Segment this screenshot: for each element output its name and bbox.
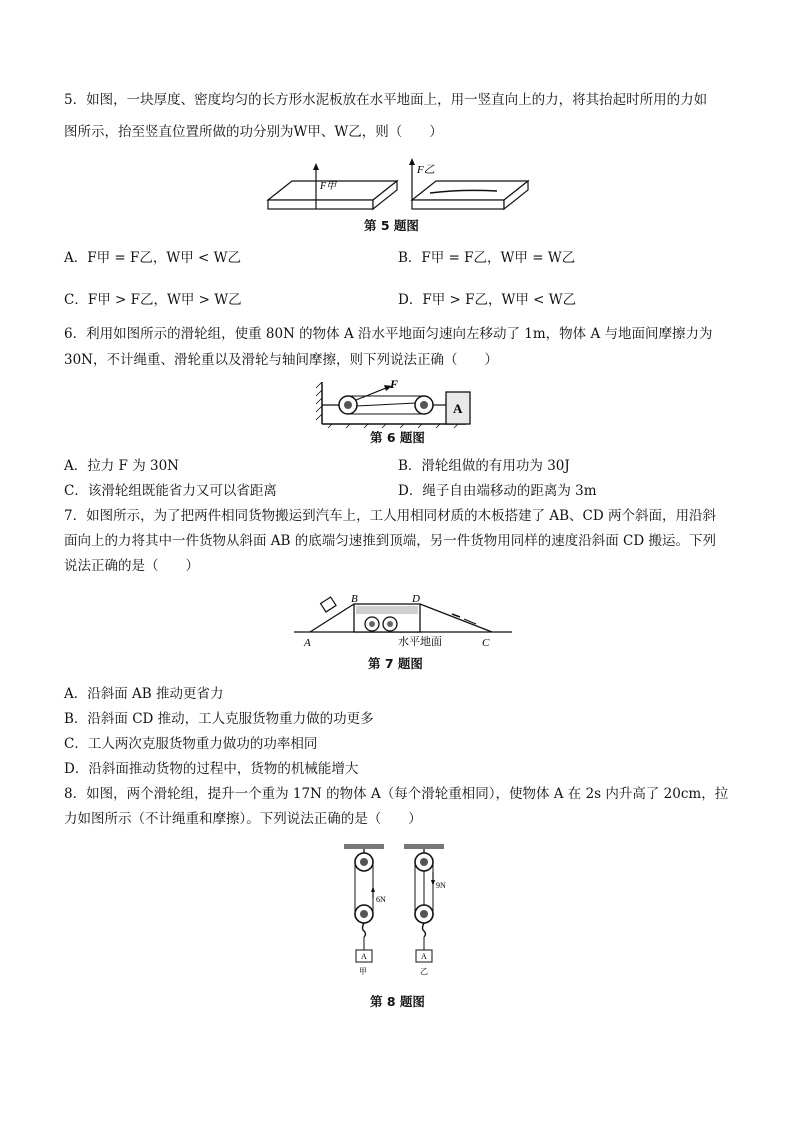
q7-stem-line3: 说法正确的是（ ）: [64, 558, 199, 574]
q8-right-label: 乙: [420, 967, 428, 976]
q6-option-d[interactable]: D．绳子自由端移动的距离为 3m: [398, 483, 597, 499]
q7-label-d: D: [412, 593, 420, 605]
q5-right-force-label: F乙: [417, 164, 435, 176]
q8-left-label: 甲: [359, 967, 367, 976]
q6-force-arrow: [356, 388, 386, 400]
q6-option-a[interactable]: A．拉力 F 为 30N: [64, 458, 179, 474]
q8-figure: [336, 842, 460, 990]
q6-option-b[interactable]: B．滑轮组做的有用功为 30J: [398, 458, 570, 474]
q8-left-block-label: A: [361, 952, 367, 961]
q7-label-b: B: [351, 593, 358, 605]
q5-option-a[interactable]: A．F甲 = F乙，W甲 < W乙: [64, 250, 242, 266]
q6-option-c[interactable]: C．该滑轮组既能省力又可以省距离: [64, 483, 277, 499]
q5-stem-line1: 5．如图，一块厚度、密度均匀的长方形水泥板放在水平地面上，用一竖直向上的力，将其抬起时所用的力如: [64, 92, 708, 108]
q7-ground-label: 水平地面: [398, 636, 442, 648]
q8-right-ceiling: [404, 844, 444, 849]
q7-option-a[interactable]: A．沿斜面 AB 推动更省力: [64, 686, 224, 702]
q7-figure: [292, 590, 514, 652]
q8-left-force-label: 6N: [376, 895, 386, 904]
q7-label-a: A: [304, 637, 311, 649]
q6-figure-caption: 第 6 题图: [370, 430, 425, 445]
q5-right-slab: [412, 181, 528, 209]
q7-label-c: C: [482, 637, 490, 649]
q7-slope-cd: [420, 604, 492, 632]
q8-stem-line2: 力如图所示（不计绳重和摩擦）。下列说法正确的是（ ）: [64, 811, 422, 827]
q7-option-b[interactable]: B．沿斜面 CD 推动，工人克服货物重力做的功更多: [64, 711, 374, 727]
q5-option-b[interactable]: B．F甲 = F乙，W甲 = W乙: [398, 250, 576, 266]
q8-left-ceiling: [344, 844, 384, 849]
q7-stem-line1: 7．如图所示，为了把两件相同货物搬运到汽车上，工人用相同材质的木板搭建了 AB、CD 两个斜面，用沿斜: [64, 508, 716, 524]
q5-stem-line2: 图所示，抬至竖直位置所做的功分别为W甲、W乙，则（ ）: [64, 124, 443, 140]
q8-figure-caption: 第 8 题图: [370, 994, 425, 1009]
q5-left-force-label: F甲: [320, 181, 337, 192]
q6-block-a-label: A: [453, 401, 463, 416]
q6-force-label: F: [390, 378, 399, 391]
q8-stem-line1: 8．如图，两个滑轮组，提升一个重为 17N 的物体 A（每个滑轮重相同），使物体 A 在 2s 内升高了 20cm，拉: [64, 786, 729, 802]
q7-stem-line2: 面向上的力将其中一件货物从斜面 AB 的底端匀速推到顶端，另一件货物用同样的速度沿斜面 CD 搬运。下列: [64, 533, 716, 549]
q7-option-d[interactable]: D．沿斜面推动货物的过程中，货物的机械能增大: [64, 761, 359, 777]
q6-stem-line1: 6．利用如图所示的滑轮组，使重 80N 的物体 A 沿水平地面匀速向左移动了 1m，物体 A 与地面间摩擦力为: [64, 326, 713, 342]
q5-figure-caption: 第 5 题图: [364, 218, 419, 233]
q5-option-d[interactable]: D．F甲 > F乙，W甲 < W乙: [398, 292, 577, 308]
q7-option-c[interactable]: C．工人两次克服货物重力做功的功率相同: [64, 736, 318, 752]
q6-stem-line2: 30N，不计绳重、滑轮重以及滑轮与轴间摩擦，则下列说法正确（ ）: [64, 352, 498, 368]
q7-figure-caption: 第 7 题图: [368, 656, 423, 671]
q5-option-c[interactable]: C．F甲 > F乙，W甲 > W乙: [64, 292, 242, 308]
q5-figure: [262, 155, 532, 215]
q8-right-force-label: 9N: [436, 881, 446, 890]
q8-right-block-label: A: [421, 952, 427, 961]
